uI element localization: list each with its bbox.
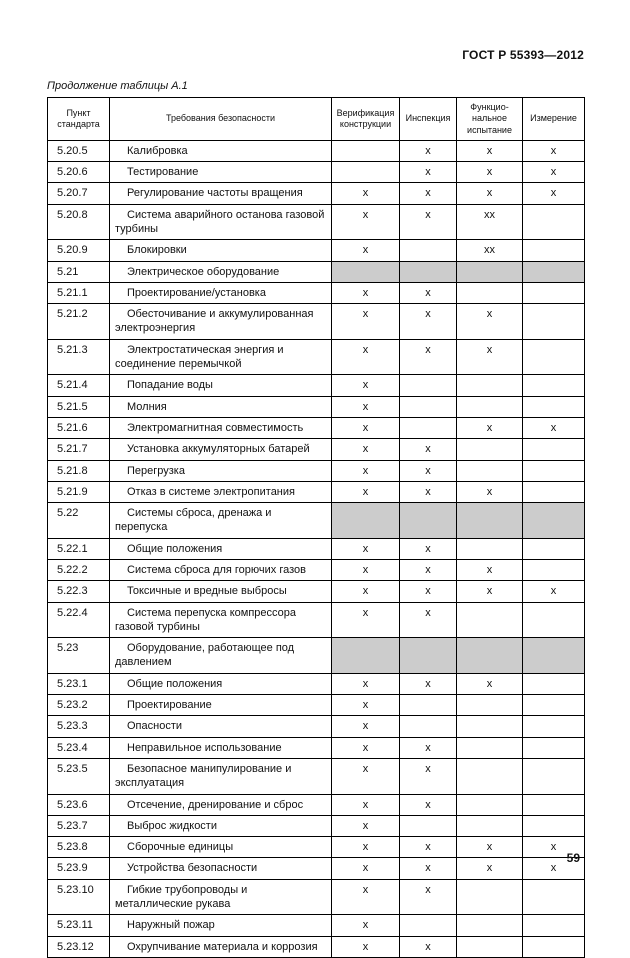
table-row [48, 162, 585, 183]
mark-cell [523, 673, 585, 694]
mark-cell: x [400, 481, 457, 502]
header-inspection: Инспекция [400, 98, 457, 141]
mark-cell [457, 758, 523, 794]
mark-cell: x [457, 858, 523, 879]
mark-cell: x [400, 879, 457, 915]
requirement-cell: Электромагнитная совместимость [110, 417, 332, 438]
table-row [48, 282, 585, 303]
mark-cell [523, 460, 585, 481]
clause-cell: 5.20.5 [48, 140, 110, 161]
mark-cell: x [400, 581, 457, 602]
table-body [48, 140, 585, 957]
mark-cell [523, 538, 585, 559]
mark-cell: x [332, 396, 400, 417]
table-row [48, 396, 585, 417]
clause-cell: 5.21.1 [48, 282, 110, 303]
clause-cell: 5.22.4 [48, 602, 110, 638]
mark-cell [523, 204, 585, 240]
mark-cell [457, 538, 523, 559]
mark-cell [523, 396, 585, 417]
mark-cell [523, 304, 585, 340]
mark-cell: x [400, 794, 457, 815]
mark-cell: x [400, 162, 457, 183]
mark-cell [457, 282, 523, 303]
requirement-cell: Электрическое оборудование [110, 261, 332, 282]
mark-cell: x [457, 673, 523, 694]
requirement-cell: Оборудование, работающее под давлением [110, 638, 332, 674]
requirement-cell: Общие положения [110, 538, 332, 559]
mark-cell [457, 396, 523, 417]
mark-cell [457, 638, 523, 674]
mark-cell [457, 815, 523, 836]
clause-cell: 5.22.1 [48, 538, 110, 559]
mark-cell [457, 602, 523, 638]
mark-cell [332, 261, 400, 282]
mark-cell [523, 282, 585, 303]
mark-cell: x [400, 737, 457, 758]
requirement-cell: Проектирование [110, 695, 332, 716]
mark-cell: xx [457, 240, 523, 261]
mark-cell [523, 375, 585, 396]
requirement-cell: Система перепуска компрессора газовой турбины [110, 602, 332, 638]
mark-cell: x [457, 559, 523, 580]
mark-cell [400, 375, 457, 396]
clause-cell: 5.23.3 [48, 716, 110, 737]
mark-cell: x [457, 304, 523, 340]
clause-cell: 5.23.7 [48, 815, 110, 836]
table-row [48, 339, 585, 375]
requirement-cell: Сборочные единицы [110, 837, 332, 858]
requirement-cell: Проектирование/установка [110, 282, 332, 303]
table-row [48, 716, 585, 737]
mark-cell: x [400, 460, 457, 481]
mark-cell [523, 695, 585, 716]
mark-cell: x [332, 183, 400, 204]
mark-cell [457, 375, 523, 396]
table-row [48, 204, 585, 240]
mark-cell: x [332, 673, 400, 694]
header-measurement: Измерение [523, 98, 585, 141]
mark-cell [523, 261, 585, 282]
mark-cell: x [332, 375, 400, 396]
table-row [48, 794, 585, 815]
header-verification: Верификация конструкции [332, 98, 400, 141]
requirement-cell: Блокировки [110, 240, 332, 261]
table-row [48, 481, 585, 502]
table-row [48, 460, 585, 481]
mark-cell [332, 140, 400, 161]
mark-cell [457, 936, 523, 957]
requirement-cell: Регулирование частоты вращения [110, 183, 332, 204]
mark-cell: x [332, 460, 400, 481]
document-header: ГОСТ Р 55393—2012 [462, 48, 584, 62]
mark-cell: x [332, 879, 400, 915]
requirement-cell: Электростатическая энергия и соединение перемычкой [110, 339, 332, 375]
mark-cell [400, 417, 457, 438]
clause-cell: 5.23.6 [48, 794, 110, 815]
mark-cell: x [523, 581, 585, 602]
requirement-cell: Тестирование [110, 162, 332, 183]
clause-cell: 5.22.3 [48, 581, 110, 602]
table-row [48, 439, 585, 460]
mark-cell [400, 261, 457, 282]
mark-cell: x [332, 936, 400, 957]
mark-cell: x [400, 282, 457, 303]
mark-cell: x [332, 695, 400, 716]
mark-cell: x [332, 737, 400, 758]
mark-cell: x [332, 794, 400, 815]
table-row [48, 837, 585, 858]
mark-cell [523, 794, 585, 815]
mark-cell: x [332, 204, 400, 240]
clause-cell: 5.21.6 [48, 417, 110, 438]
mark-cell: x [400, 304, 457, 340]
mark-cell: x [332, 758, 400, 794]
mark-cell [457, 460, 523, 481]
mark-cell: x [457, 417, 523, 438]
mark-cell: x [457, 162, 523, 183]
table-row [48, 559, 585, 580]
table-row [48, 879, 585, 915]
mark-cell [457, 879, 523, 915]
section-row [48, 638, 585, 674]
requirement-cell: Общие положения [110, 673, 332, 694]
page-number: 59 [566, 851, 580, 865]
table-row [48, 936, 585, 957]
mark-cell: x [332, 915, 400, 936]
mark-cell [457, 503, 523, 539]
requirement-cell: Установка аккумуляторных батарей [110, 439, 332, 460]
header-requirement: Требования безопасности [110, 98, 332, 141]
mark-cell [457, 737, 523, 758]
mark-cell [457, 794, 523, 815]
requirement-cell: Безопасное манипулирование и эксплуатация [110, 758, 332, 794]
section-row [48, 261, 585, 282]
mark-cell [400, 695, 457, 716]
requirement-cell: Опасности [110, 716, 332, 737]
mark-cell [457, 915, 523, 936]
mark-cell: x [332, 858, 400, 879]
clause-cell: 5.23.11 [48, 915, 110, 936]
mark-cell [523, 602, 585, 638]
requirement-cell: Устройства безопасности [110, 858, 332, 879]
mark-cell [523, 240, 585, 261]
mark-cell [332, 638, 400, 674]
mark-cell: x [332, 481, 400, 502]
table-row [48, 758, 585, 794]
mark-cell: x [400, 204, 457, 240]
mark-cell: x [400, 183, 457, 204]
clause-cell: 5.21 [48, 261, 110, 282]
mark-cell: x [400, 559, 457, 580]
mark-cell [332, 162, 400, 183]
mark-cell: x [332, 417, 400, 438]
table-header [48, 98, 585, 141]
clause-cell: 5.23.1 [48, 673, 110, 694]
mark-cell: x [457, 140, 523, 161]
table-row [48, 140, 585, 161]
mark-cell [400, 915, 457, 936]
mark-cell: x [332, 559, 400, 580]
mark-cell [400, 638, 457, 674]
mark-cell [400, 503, 457, 539]
clause-cell: 5.20.8 [48, 204, 110, 240]
clause-cell: 5.21.2 [48, 304, 110, 340]
clause-cell: 5.20.9 [48, 240, 110, 261]
clause-cell: 5.23 [48, 638, 110, 674]
table-row [48, 581, 585, 602]
mark-cell: x [400, 339, 457, 375]
mark-cell: x [332, 304, 400, 340]
requirement-cell: Выброс жидкости [110, 815, 332, 836]
mark-cell: x [332, 581, 400, 602]
mark-cell [457, 695, 523, 716]
table-row [48, 417, 585, 438]
requirement-cell: Система сброса для горючих газов [110, 559, 332, 580]
mark-cell: x [457, 481, 523, 502]
clause-cell: 5.23.10 [48, 879, 110, 915]
clause-cell: 5.21.8 [48, 460, 110, 481]
mark-cell [523, 915, 585, 936]
mark-cell [400, 815, 457, 836]
mark-cell: x [400, 858, 457, 879]
mark-cell [523, 559, 585, 580]
mark-cell [523, 339, 585, 375]
table-caption: Продолжение таблицы А.1 [47, 80, 188, 92]
clause-cell: 5.22.2 [48, 559, 110, 580]
clause-cell: 5.23.12 [48, 936, 110, 957]
clause-cell: 5.20.6 [48, 162, 110, 183]
table-row [48, 915, 585, 936]
mark-cell: x [332, 602, 400, 638]
mark-cell: x [332, 837, 400, 858]
mark-cell: x [400, 673, 457, 694]
mark-cell [523, 439, 585, 460]
requirement-cell: Неправильное использование [110, 737, 332, 758]
requirements-table [47, 97, 585, 958]
requirement-cell: Обесточивание и аккумулированная электроэнергия [110, 304, 332, 340]
mark-cell: x [332, 240, 400, 261]
requirement-cell: Отказ в системе электропитания [110, 481, 332, 502]
mark-cell [457, 439, 523, 460]
table-row [48, 858, 585, 879]
clause-cell: 5.23.9 [48, 858, 110, 879]
mark-cell [523, 638, 585, 674]
requirement-cell: Перегрузка [110, 460, 332, 481]
requirement-cell: Попадание воды [110, 375, 332, 396]
mark-cell [523, 481, 585, 502]
requirement-cell: Системы сброса, дренажа и перепуска [110, 503, 332, 539]
mark-cell: x [400, 439, 457, 460]
table-row [48, 375, 585, 396]
clause-cell: 5.21.3 [48, 339, 110, 375]
requirement-cell: Калибровка [110, 140, 332, 161]
clause-cell: 5.21.9 [48, 481, 110, 502]
requirement-cell: Наружный пожар [110, 915, 332, 936]
mark-cell: x [523, 858, 585, 879]
table-row [48, 815, 585, 836]
requirement-cell: Гибкие трубопроводы и металлические рукава [110, 879, 332, 915]
mark-cell: x [400, 140, 457, 161]
header-row [48, 98, 585, 141]
table-row [48, 240, 585, 261]
requirement-cell: Отсечение, дренирование и сброс [110, 794, 332, 815]
mark-cell [523, 936, 585, 957]
mark-cell [457, 261, 523, 282]
clause-cell: 5.22 [48, 503, 110, 539]
requirement-cell: Система аварийного останова газовой турбины [110, 204, 332, 240]
table-row [48, 602, 585, 638]
mark-cell: x [400, 538, 457, 559]
clause-cell: 5.21.5 [48, 396, 110, 417]
mark-cell [523, 737, 585, 758]
section-row [48, 503, 585, 539]
mark-cell: x [332, 815, 400, 836]
requirement-cell: Молния [110, 396, 332, 417]
mark-cell [400, 396, 457, 417]
clause-cell: 5.20.7 [48, 183, 110, 204]
mark-cell [332, 503, 400, 539]
mark-cell [523, 716, 585, 737]
mark-cell [523, 503, 585, 539]
table-row [48, 538, 585, 559]
mark-cell: x [523, 837, 585, 858]
mark-cell: x [332, 339, 400, 375]
table-row [48, 183, 585, 204]
clause-cell: 5.23.8 [48, 837, 110, 858]
mark-cell: x [457, 183, 523, 204]
mark-cell: x [523, 417, 585, 438]
mark-cell [400, 240, 457, 261]
mark-cell: x [523, 162, 585, 183]
table-row [48, 304, 585, 340]
table-row [48, 695, 585, 716]
mark-cell: x [400, 936, 457, 957]
mark-cell: x [400, 602, 457, 638]
mark-cell: x [400, 837, 457, 858]
mark-cell: x [332, 716, 400, 737]
requirement-cell: Токсичные и вредные выбросы [110, 581, 332, 602]
mark-cell: x [332, 282, 400, 303]
mark-cell: x [523, 183, 585, 204]
mark-cell: xx [457, 204, 523, 240]
clause-cell: 5.23.4 [48, 737, 110, 758]
table-row [48, 737, 585, 758]
mark-cell: x [332, 439, 400, 460]
mark-cell [523, 758, 585, 794]
clause-cell: 5.21.7 [48, 439, 110, 460]
header-functional-test: Функцио- нальное испытание [457, 98, 523, 141]
mark-cell: x [457, 837, 523, 858]
mark-cell: x [457, 581, 523, 602]
mark-cell: x [523, 140, 585, 161]
header-clause: Пункт стандарта [48, 98, 110, 141]
table-row [48, 673, 585, 694]
mark-cell [523, 815, 585, 836]
mark-cell: x [400, 758, 457, 794]
clause-cell: 5.21.4 [48, 375, 110, 396]
requirement-cell: Охрупчивание материала и коррозия [110, 936, 332, 957]
mark-cell [400, 716, 457, 737]
mark-cell: x [332, 538, 400, 559]
clause-cell: 5.23.5 [48, 758, 110, 794]
mark-cell: x [457, 339, 523, 375]
clause-cell: 5.23.2 [48, 695, 110, 716]
mark-cell [523, 879, 585, 915]
mark-cell [457, 716, 523, 737]
